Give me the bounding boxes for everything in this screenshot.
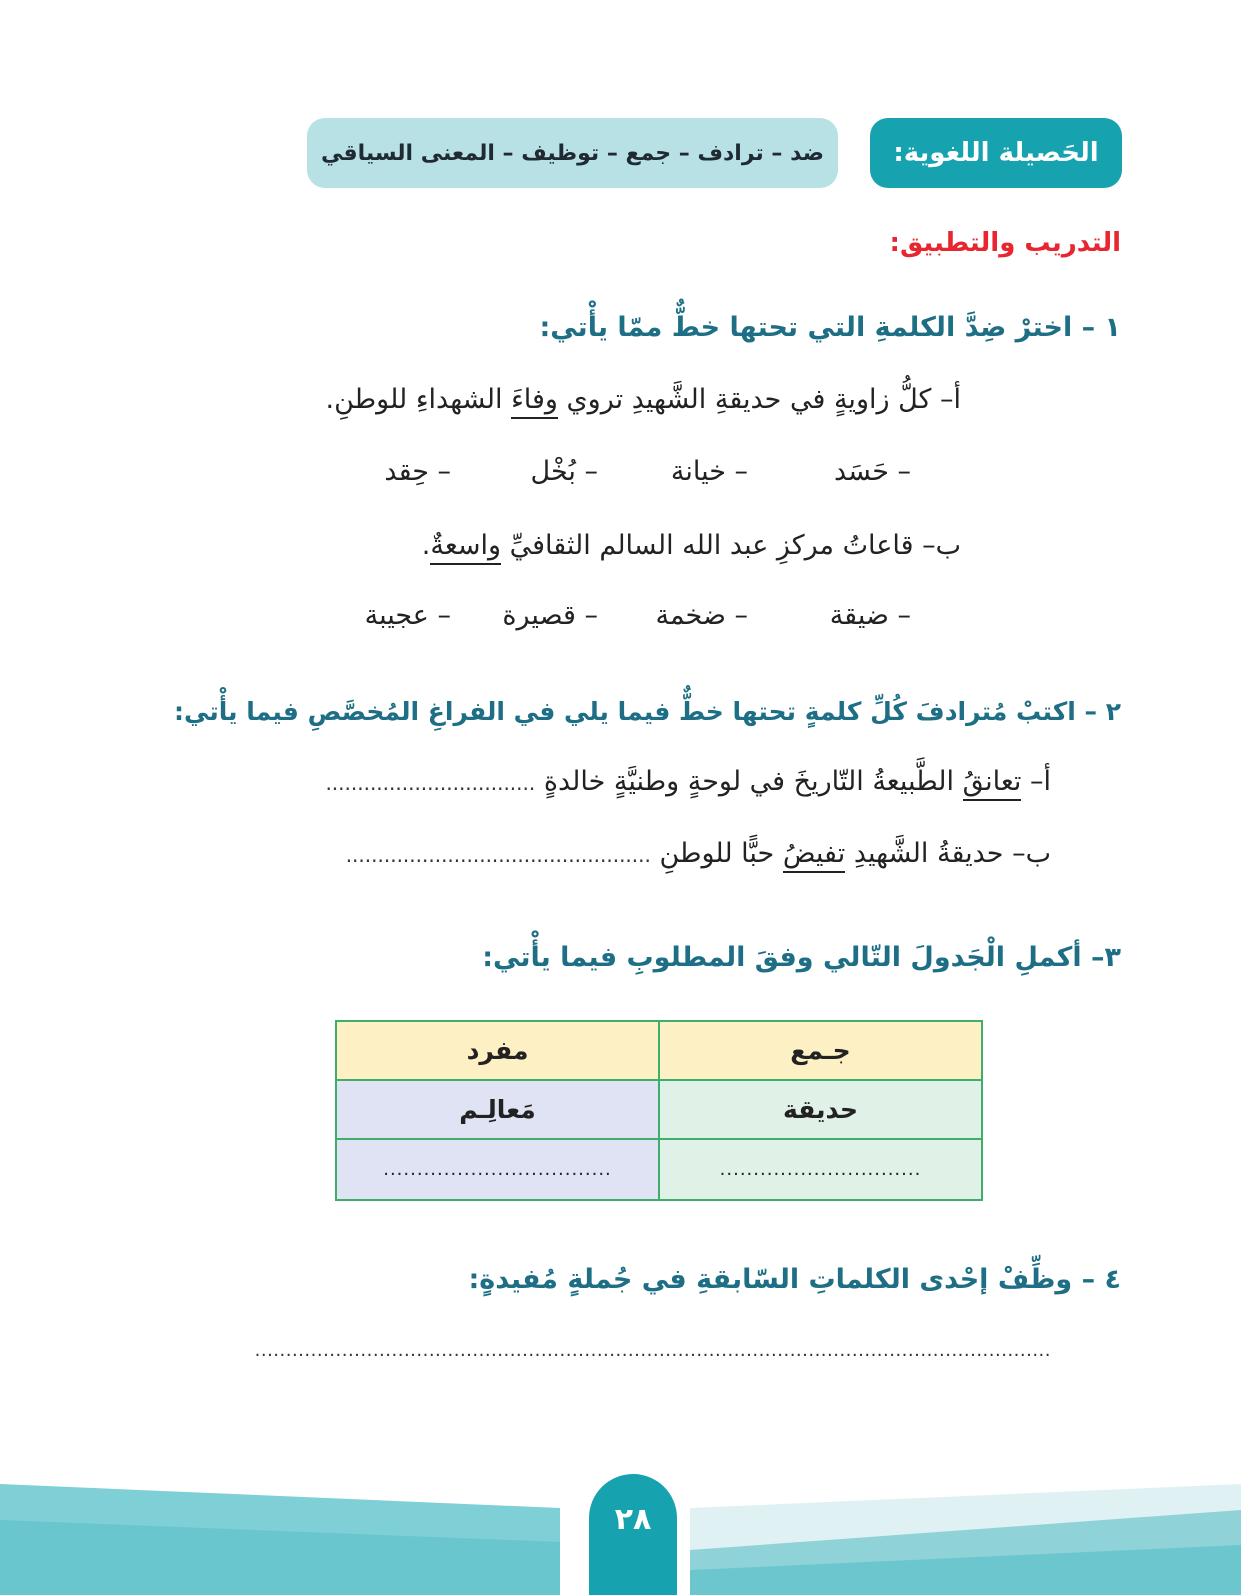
table-cell-plural-1: حديقة bbox=[659, 1080, 982, 1139]
question-2-title: ٢ – اكتبْ مُترادفَ كُلِّ كلمةٍ تحتها خطٌّ فيما يلي في الفراغِ المُخصَّصِ فيما يأْتي: bbox=[174, 697, 1121, 726]
table-cell-singular-blank[interactable]: .................................. bbox=[336, 1139, 659, 1200]
q4-answer-blank[interactable]: ................................................................................................................................ bbox=[254, 1340, 1051, 1361]
q1-b-underlined-word: واسعةٌ bbox=[430, 530, 501, 565]
table-header-plural: جـمع bbox=[659, 1021, 982, 1080]
q2-a-underlined-word: تعانقُ bbox=[963, 766, 1022, 801]
section-title: التدريب والتطبيق: bbox=[889, 228, 1121, 258]
q2-b-answer-blank[interactable]: ................................................ bbox=[345, 843, 651, 867]
q1-sentence-b: ب– قاعاتُ مركزِ عبد الله السالم الثقافيِّ واسعةٌ. bbox=[422, 530, 961, 561]
q1-b-option-4: – عجيبة bbox=[364, 600, 451, 631]
q1-a-option-4: – حِقد bbox=[384, 456, 451, 487]
q2-sentence-b: ب– حديقةُ الشَّهيدِ تفيضُ حبًّا للوطنِ ................................................ bbox=[346, 838, 1051, 869]
vocab-words: ضد – ترادف – جمع – توظيف – المعنى السياقي bbox=[307, 118, 838, 188]
q1-a-option-2: – خيانة bbox=[670, 456, 748, 487]
question-4-title: ٤ – وظِّفْ إحْدى الكلماتِ السّابقةِ في جُملةٍ مُفيدةٍ: bbox=[468, 1264, 1121, 1295]
q1-sentence-a: أ– كلُّ زاويةٍ في حديقةِ الشَّهيدِ تروي وفاءَ الشهداءِ للوطنِ. bbox=[326, 384, 961, 415]
table-cell-plural-blank[interactable]: .............................. bbox=[659, 1139, 982, 1200]
q1-b-option-3: – قصيرة bbox=[502, 600, 598, 631]
page-number: ٢٨ bbox=[589, 1474, 677, 1595]
q1-b-option-2: – ضخمة bbox=[655, 600, 748, 631]
q2-b-underlined-word: تفيضُ bbox=[783, 838, 845, 873]
question-1-title: ١ – اخترْ ضِدَّ الكلمةِ التي تحتها خطٌّ ممّا يأْتي: bbox=[539, 312, 1121, 343]
q2-sentence-a: أ– تعانقُ الطَّبيعةُ التّاريخَ في لوحةٍ وطنيَّةٍ خالدةٍ ................................. bbox=[325, 766, 1051, 797]
table-cell-singular-1: مَعالِـم bbox=[336, 1080, 659, 1139]
q2-a-answer-blank[interactable]: ................................. bbox=[325, 771, 536, 795]
vocab-label: الحَصيلة اللغوية: bbox=[870, 118, 1122, 188]
table-header-singular: مفرد bbox=[336, 1021, 659, 1080]
q1-a-option-3: – بُخْل bbox=[530, 456, 598, 487]
q1-a-option-1: – حَسَد bbox=[833, 456, 911, 487]
q1-a-underlined-word: وفاءَ bbox=[511, 384, 558, 419]
forms-table bbox=[335, 1020, 983, 1201]
q1-b-option-1: – ضيقة bbox=[829, 600, 911, 631]
question-3-title: ٣– أكملِ الْجَدولَ التّالي وفقَ المطلوبِ فيما يأْتي: bbox=[482, 942, 1121, 973]
